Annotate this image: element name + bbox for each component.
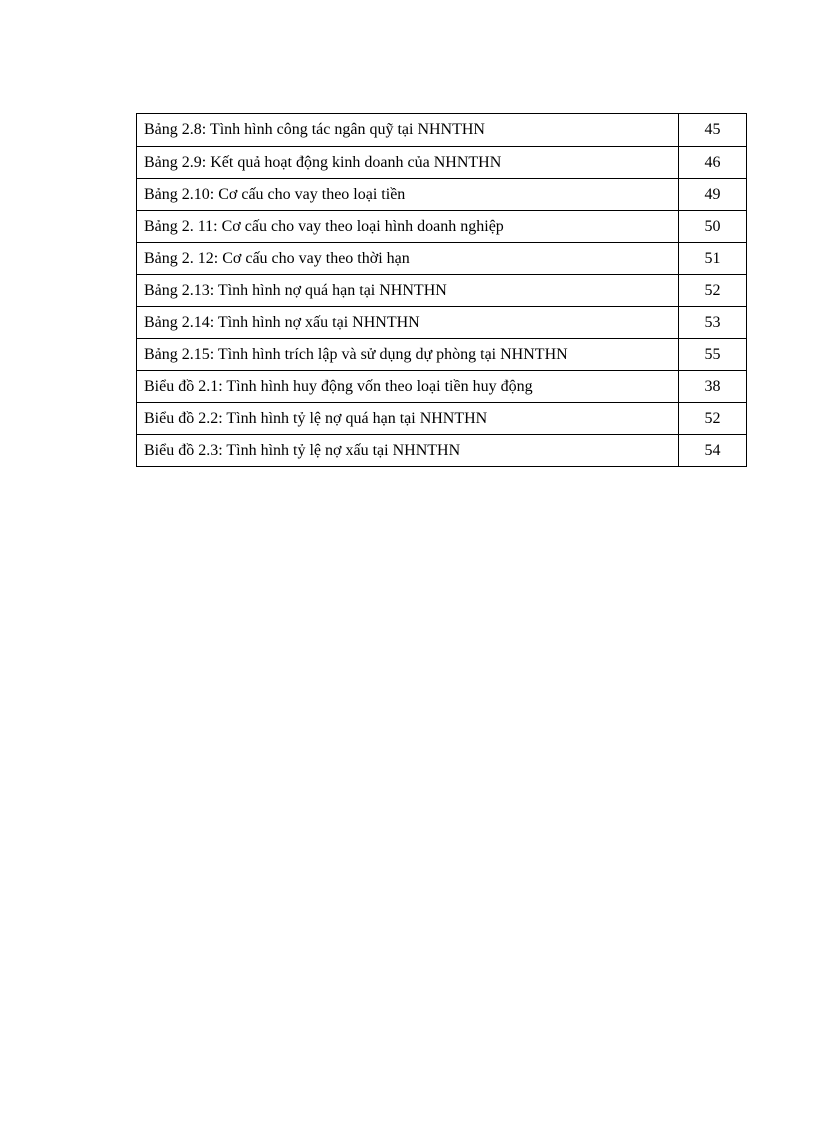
table-row bbox=[137, 339, 747, 371]
table-row bbox=[137, 403, 747, 435]
toc-entry-page: 52 bbox=[679, 275, 747, 307]
toc-entry-title: Biểu đồ 2.2: Tình hình tỷ lệ nợ quá hạn tại NHNTHN bbox=[137, 403, 679, 435]
table-row bbox=[137, 179, 747, 211]
table-row bbox=[137, 371, 747, 403]
toc-entry-page: 51 bbox=[679, 243, 747, 275]
table-of-contents bbox=[136, 113, 747, 467]
table-row bbox=[137, 435, 747, 467]
toc-body bbox=[137, 114, 747, 467]
toc-entry-page: 55 bbox=[679, 339, 747, 371]
toc-entry-title: Biểu đồ 2.3: Tình hình tỷ lệ nợ xấu tại NHNTHN bbox=[137, 435, 679, 467]
toc-entry-page: 54 bbox=[679, 435, 747, 467]
toc-entry-page: 50 bbox=[679, 211, 747, 243]
toc-entry-title: Bảng 2.8: Tình hình công tác ngân quỹ tại NHNTHN bbox=[137, 114, 679, 147]
table-row bbox=[137, 307, 747, 339]
toc-entry-title: Bảng 2.10: Cơ cấu cho vay theo loại tiền bbox=[137, 179, 679, 211]
toc-entry-page: 45 bbox=[679, 114, 747, 147]
toc-entry-title: Bảng 2. 12: Cơ cấu cho vay theo thời hạn bbox=[137, 243, 679, 275]
toc-entry-page: 49 bbox=[679, 179, 747, 211]
toc-entry-page: 52 bbox=[679, 403, 747, 435]
toc-entry-page: 53 bbox=[679, 307, 747, 339]
table-row bbox=[137, 243, 747, 275]
toc-entry-title: Bảng 2.15: Tình hình trích lập và sử dụng dự phòng tại NHNTHN bbox=[137, 339, 679, 371]
table-row bbox=[137, 147, 747, 179]
toc-entry-title: Bảng 2.9: Kết quả hoạt động kinh doanh của NHNTHN bbox=[137, 147, 679, 179]
table-row bbox=[137, 275, 747, 307]
toc-entry-title: Biểu đồ 2.1: Tình hình huy động vốn theo loại tiền huy động bbox=[137, 371, 679, 403]
table-row bbox=[137, 114, 747, 147]
toc-entry-title: Bảng 2. 11: Cơ cấu cho vay theo loại hình doanh nghiệp bbox=[137, 211, 679, 243]
toc-entry-title: Bảng 2.13: Tình hình nợ quá hạn tại NHNTHN bbox=[137, 275, 679, 307]
toc-entry-page: 38 bbox=[679, 371, 747, 403]
toc-entry-title: Bảng 2.14: Tình hình nợ xấu tại NHNTHN bbox=[137, 307, 679, 339]
table-row bbox=[137, 211, 747, 243]
toc-entry-page: 46 bbox=[679, 147, 747, 179]
